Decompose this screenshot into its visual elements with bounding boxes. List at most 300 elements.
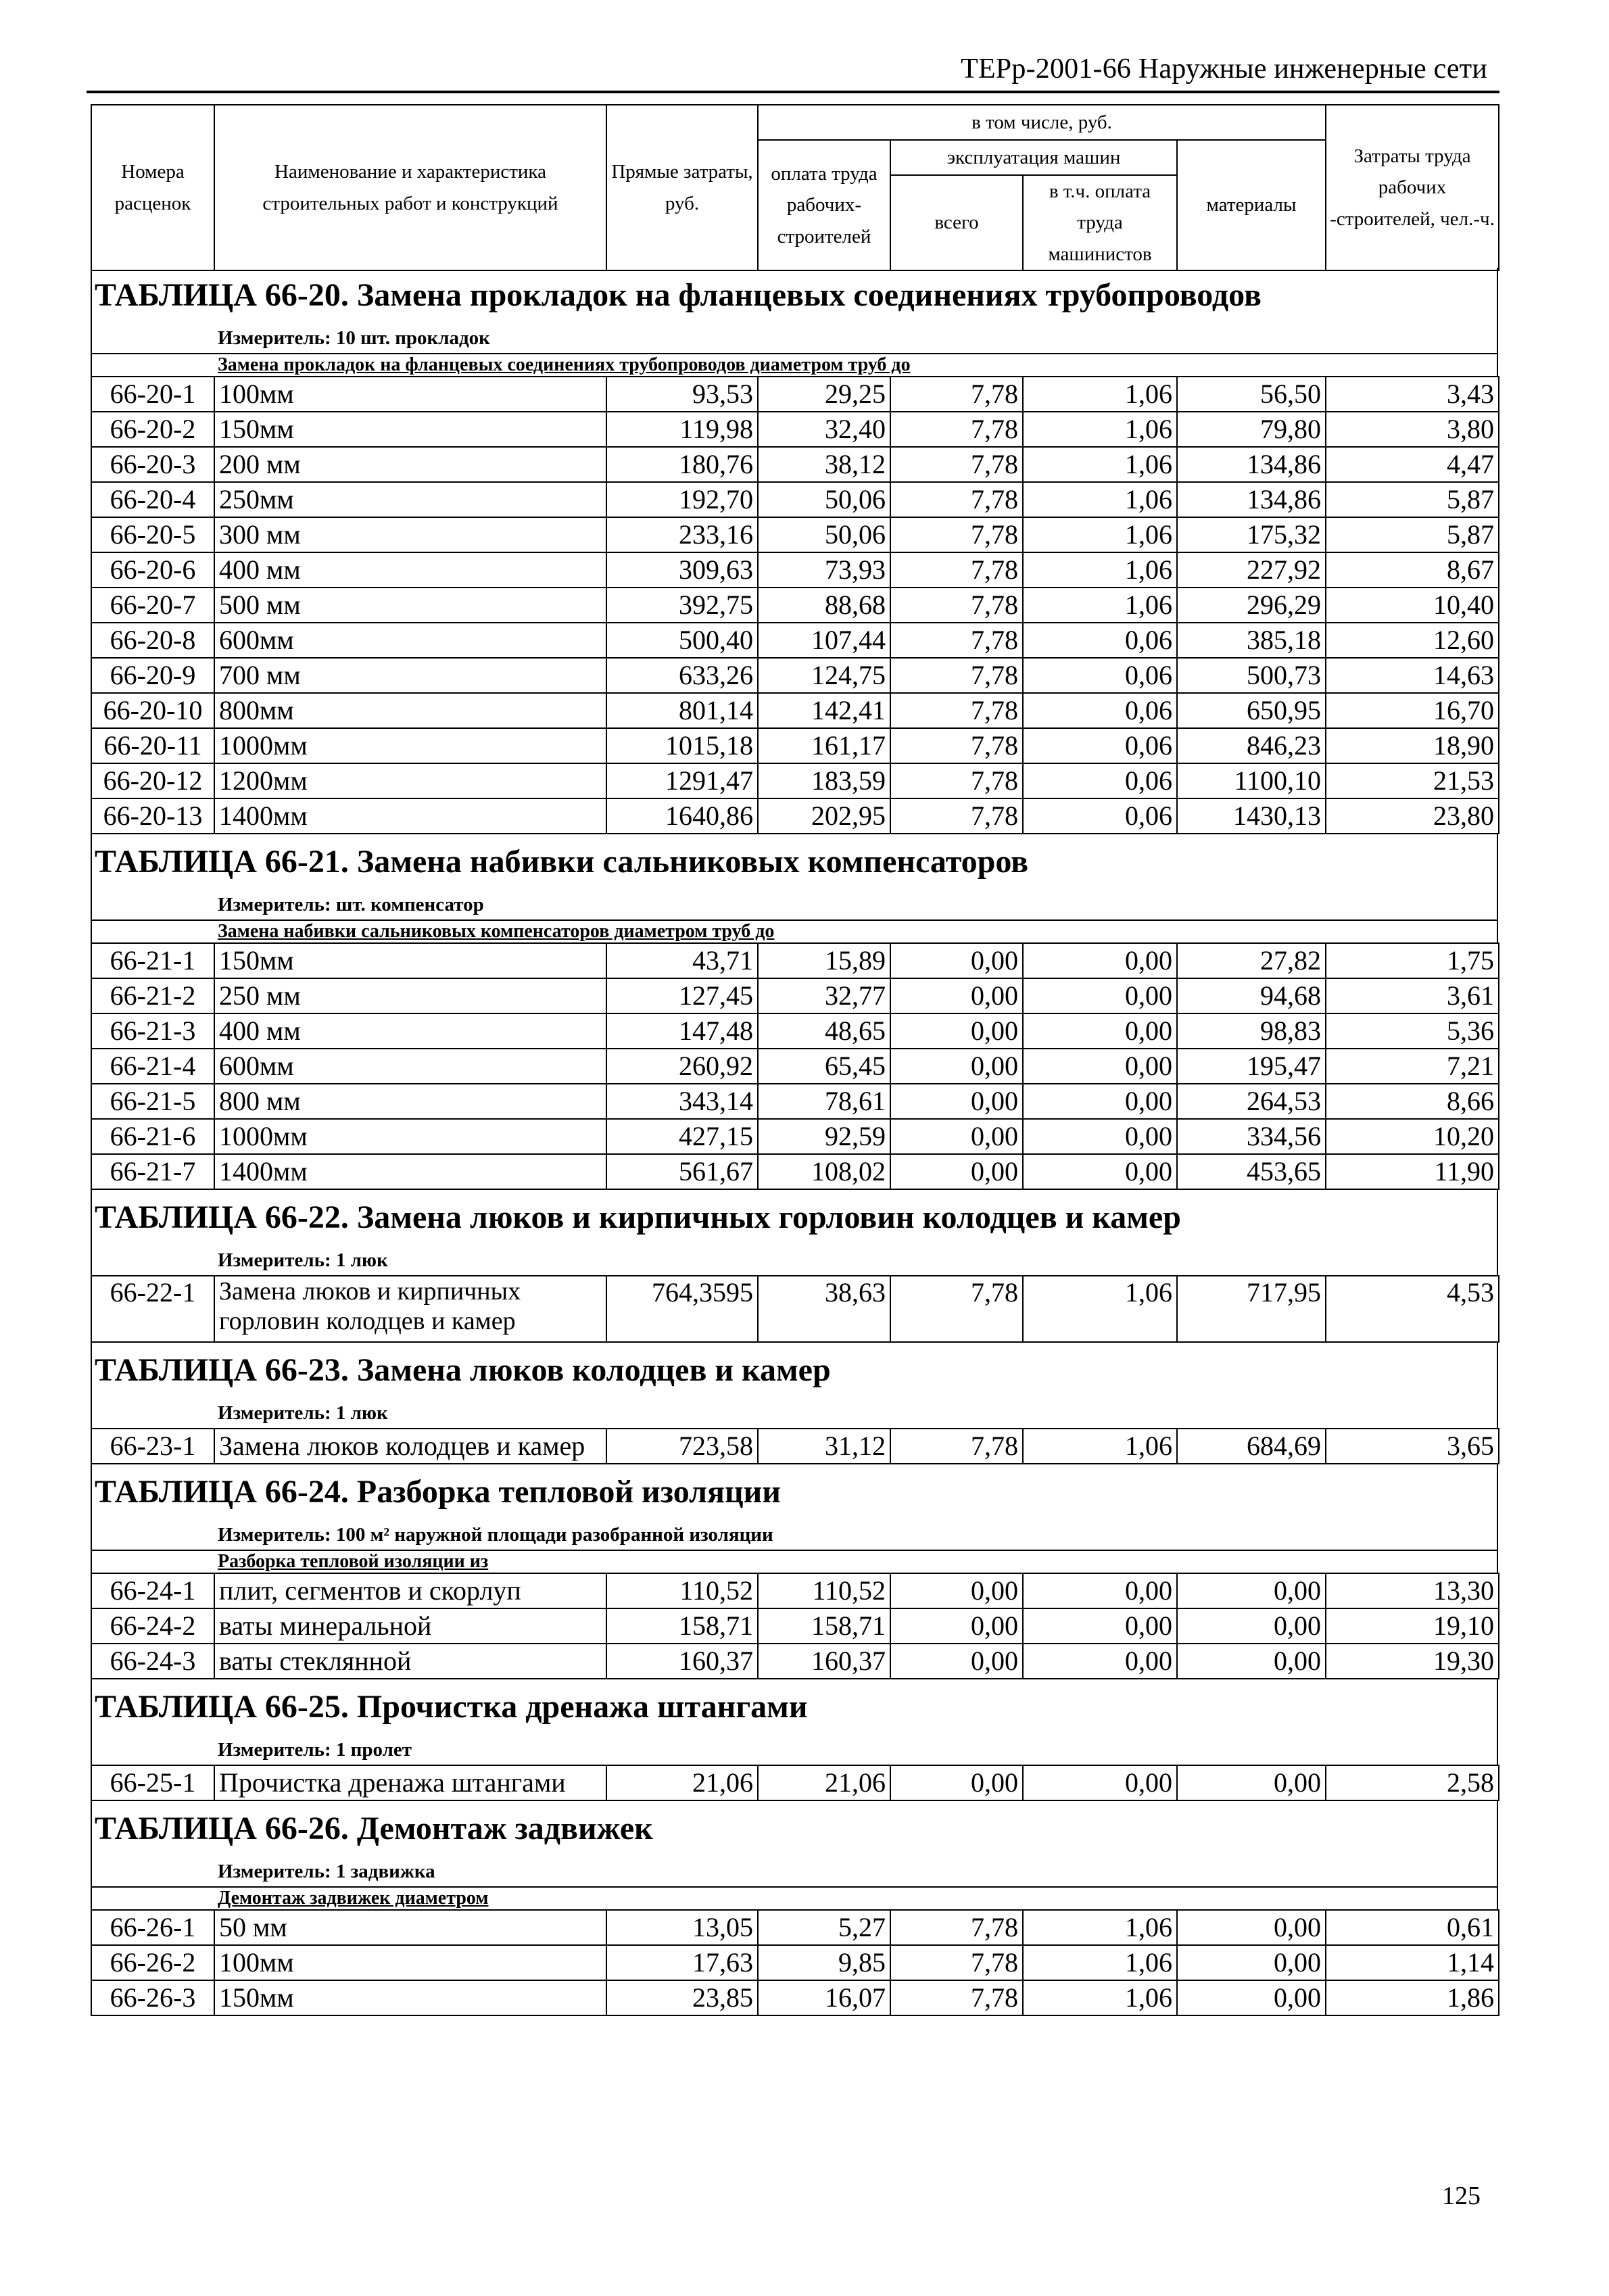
cell-name: 1400мм [214, 798, 606, 834]
cell-labor: 2,58 [1326, 1765, 1499, 1800]
section-title: ТАБЛИЦА 66-25. Прочистка дренажа штангами [91, 1679, 1498, 1735]
cell-materials: 650,95 [1177, 693, 1326, 728]
cell-materials: 264,53 [1177, 1084, 1326, 1119]
cell-materials: 0,00 [1177, 1945, 1326, 1980]
cell-direct: 43,71 [606, 943, 758, 978]
section-meter: Измеритель: 1 пролет [91, 1735, 1498, 1765]
cell-materials: 0,00 [1177, 1910, 1326, 1945]
cell-name: Замена люков колодцев и камер [214, 1429, 606, 1464]
cell-labor: 10,40 [1326, 588, 1499, 623]
table-row [91, 447, 1499, 482]
cell-operators: 0,00 [1023, 1608, 1177, 1644]
cell-machines: 7,78 [890, 588, 1023, 623]
cell-code: 66-26-3 [91, 1980, 214, 2015]
rates-content [91, 268, 1498, 2016]
cell-labor: 1,14 [1326, 1945, 1499, 1980]
cell-wage: 5,27 [758, 1910, 890, 1945]
cell-wage: 108,02 [758, 1154, 890, 1189]
cell-labor: 10,20 [1326, 1119, 1499, 1154]
table-row [91, 1084, 1499, 1119]
cell-direct: 723,58 [606, 1429, 758, 1464]
cell-name: 150мм [214, 943, 606, 978]
cell-machines: 7,78 [890, 798, 1023, 834]
cell-labor: 21,53 [1326, 763, 1499, 798]
cell-direct: 392,75 [606, 588, 758, 623]
rates-table [91, 1765, 1499, 1801]
cell-direct: 110,52 [606, 1573, 758, 1608]
header-incl: в том числе, руб. [758, 105, 1326, 140]
cell-materials: 27,82 [1177, 943, 1326, 978]
cell-operators: 1,06 [1023, 552, 1177, 588]
cell-code: 66-20-12 [91, 763, 214, 798]
cell-code: 66-26-2 [91, 1945, 214, 1980]
cell-labor: 23,80 [1326, 798, 1499, 834]
cell-operators: 1,06 [1023, 1980, 1177, 2015]
cell-materials: 0,00 [1177, 1980, 1326, 2015]
table-row [91, 658, 1499, 693]
table-row [91, 1013, 1499, 1049]
cell-machines: 7,78 [890, 517, 1023, 552]
cell-labor: 11,90 [1326, 1154, 1499, 1189]
cell-wage: 124,75 [758, 658, 890, 693]
cell-name: 200 мм [214, 447, 606, 482]
cell-operators: 1,06 [1023, 377, 1177, 412]
cell-wage: 110,52 [758, 1573, 890, 1608]
cell-code: 66-23-1 [91, 1429, 214, 1464]
cell-wage: 38,12 [758, 447, 890, 482]
section-meter: Измеритель: 1 люк [91, 1398, 1498, 1428]
section-subheading: Замена прокладок на фланцевых соединениях трубопроводов диаметром труб до [91, 353, 1498, 376]
cell-operators: 1,06 [1023, 517, 1177, 552]
cell-machines: 7,78 [890, 552, 1023, 588]
cell-code: 66-21-5 [91, 1084, 214, 1119]
cell-labor: 3,61 [1326, 978, 1499, 1013]
cell-wage: 202,95 [758, 798, 890, 834]
section-title: ТАБЛИЦА 66-24. Разборка тепловой изоляции [91, 1464, 1498, 1520]
section-title: ТАБЛИЦА 66-21. Замена набивки сальниковых компенсаторов [91, 834, 1498, 890]
cell-operators: 1,06 [1023, 588, 1177, 623]
header-direct: Прямые затраты, руб. [606, 105, 758, 270]
cell-materials: 334,56 [1177, 1119, 1326, 1154]
cell-wage: 160,37 [758, 1644, 890, 1679]
cell-name: 50 мм [214, 1910, 606, 1945]
cell-code: 66-20-6 [91, 552, 214, 588]
cell-direct: 180,76 [606, 447, 758, 482]
cell-wage: 78,61 [758, 1084, 890, 1119]
section-meter: Измеритель: 1 задвижка [91, 1857, 1498, 1886]
cell-wage: 32,77 [758, 978, 890, 1013]
table-row [91, 693, 1499, 728]
rates-table [91, 1275, 1499, 1343]
cell-code: 66-24-2 [91, 1608, 214, 1644]
section-meter: Измеритель: 1 люк [91, 1245, 1498, 1275]
cell-labor: 0,61 [1326, 1910, 1499, 1945]
section-title: ТАБЛИЦА 66-22. Замена люков и кирпичных горловин колодцев и камер [91, 1190, 1498, 1245]
table-row [91, 1276, 1499, 1342]
cell-operators: 1,06 [1023, 1910, 1177, 1945]
cell-machines: 0,00 [890, 1644, 1023, 1679]
cell-name: 800 мм [214, 1084, 606, 1119]
table-row [91, 517, 1499, 552]
table-row [91, 1154, 1499, 1189]
cell-code: 66-20-11 [91, 728, 214, 763]
cell-direct: 427,15 [606, 1119, 758, 1154]
cell-operators: 0,00 [1023, 1573, 1177, 1608]
cell-operators: 0,00 [1023, 1013, 1177, 1049]
table-row [91, 1573, 1499, 1608]
cell-direct: 233,16 [606, 517, 758, 552]
cell-labor: 19,30 [1326, 1644, 1499, 1679]
cell-operators: 1,06 [1023, 1276, 1177, 1342]
cell-labor: 5,36 [1326, 1013, 1499, 1049]
cell-operators: 0,00 [1023, 978, 1177, 1013]
cell-machines: 7,78 [890, 1910, 1023, 1945]
cell-direct: 500,40 [606, 623, 758, 658]
cell-name: ваты минеральной [214, 1608, 606, 1644]
cell-code: 66-20-1 [91, 377, 214, 412]
table-row [91, 588, 1499, 623]
cell-machines: 0,00 [890, 1119, 1023, 1154]
cell-wage: 31,12 [758, 1429, 890, 1464]
cell-materials: 684,69 [1177, 1429, 1326, 1464]
cell-direct: 13,05 [606, 1910, 758, 1945]
cell-machines: 0,00 [890, 978, 1023, 1013]
cell-materials: 296,29 [1177, 588, 1326, 623]
cell-code: 66-22-1 [91, 1276, 214, 1342]
cell-labor: 4,47 [1326, 447, 1499, 482]
section-meter: Измеритель: 10 шт. прокладок [91, 323, 1498, 353]
table-row [91, 1049, 1499, 1084]
cell-name: 600мм [214, 1049, 606, 1084]
page-number: 125 [1442, 2182, 1481, 2210]
cell-code: 66-20-3 [91, 447, 214, 482]
cell-name: плит, сегментов и скорлуп [214, 1573, 606, 1608]
cell-machines: 0,00 [890, 1084, 1023, 1119]
cell-labor: 16,70 [1326, 693, 1499, 728]
cell-machines: 7,78 [890, 1945, 1023, 1980]
cell-direct: 633,26 [606, 658, 758, 693]
cell-wage: 73,93 [758, 552, 890, 588]
cell-wage: 88,68 [758, 588, 890, 623]
cell-labor: 13,30 [1326, 1573, 1499, 1608]
cell-direct: 343,14 [606, 1084, 758, 1119]
cell-direct: 801,14 [606, 693, 758, 728]
table-row [91, 377, 1499, 412]
cell-machines: 0,00 [890, 1154, 1023, 1189]
cell-labor: 8,67 [1326, 552, 1499, 588]
cell-name: 100мм [214, 377, 606, 412]
cell-wage: 107,44 [758, 623, 890, 658]
cell-code: 66-20-2 [91, 412, 214, 447]
cell-operators: 0,00 [1023, 943, 1177, 978]
running-header: ТЕРр-2001-66 Наружные инженерные сети [961, 53, 1487, 85]
cell-code: 66-20-13 [91, 798, 214, 834]
cell-name: 500 мм [214, 588, 606, 623]
table-row [91, 1119, 1499, 1154]
cell-materials: 0,00 [1177, 1644, 1326, 1679]
cell-labor: 1,86 [1326, 1980, 1499, 2015]
cell-labor: 7,21 [1326, 1049, 1499, 1084]
cell-machines: 0,00 [890, 1049, 1023, 1084]
section-subheading: Замена набивки сальниковых компенсаторов диаметром труб до [91, 919, 1498, 942]
cell-name: 400 мм [214, 552, 606, 588]
cell-wage: 65,45 [758, 1049, 890, 1084]
table-row [91, 728, 1499, 763]
cell-wage: 21,06 [758, 1765, 890, 1800]
cell-operators: 0,06 [1023, 658, 1177, 693]
cell-name: Прочистка дренажа штангами [214, 1765, 606, 1800]
cell-direct: 17,63 [606, 1945, 758, 1980]
cell-name: 250мм [214, 482, 606, 517]
cell-machines: 7,78 [890, 447, 1023, 482]
cell-machines: 7,78 [890, 1276, 1023, 1342]
cell-code: 66-21-2 [91, 978, 214, 1013]
rates-table [91, 1573, 1499, 1679]
cell-code: 66-24-1 [91, 1573, 214, 1608]
cell-materials: 385,18 [1177, 623, 1326, 658]
cell-labor: 4,53 [1326, 1276, 1499, 1342]
cell-materials: 1100,10 [1177, 763, 1326, 798]
cell-direct: 1015,18 [606, 728, 758, 763]
cell-name: 1000мм [214, 1119, 606, 1154]
cell-name: 1200мм [214, 763, 606, 798]
cell-machines: 0,00 [890, 1608, 1023, 1644]
cell-name: 800мм [214, 693, 606, 728]
cell-name: 100мм [214, 1945, 606, 1980]
cell-wage: 158,71 [758, 1608, 890, 1644]
cell-machines: 7,78 [890, 658, 1023, 693]
cell-machines: 0,00 [890, 1013, 1023, 1049]
cell-labor: 8,66 [1326, 1084, 1499, 1119]
cell-direct: 127,45 [606, 978, 758, 1013]
cell-wage: 92,59 [758, 1119, 890, 1154]
cell-operators: 0,06 [1023, 693, 1177, 728]
cell-name: ваты стеклянной [214, 1644, 606, 1679]
cell-labor: 12,60 [1326, 623, 1499, 658]
table-row [91, 623, 1499, 658]
cell-operators: 0,06 [1023, 623, 1177, 658]
cell-wage: 183,59 [758, 763, 890, 798]
cell-code: 66-24-3 [91, 1644, 214, 1679]
cell-operators: 0,06 [1023, 763, 1177, 798]
cell-machines: 0,00 [890, 943, 1023, 978]
table-row [91, 798, 1499, 834]
cell-labor: 18,90 [1326, 728, 1499, 763]
cell-operators: 1,06 [1023, 1945, 1177, 1980]
cell-wage: 50,06 [758, 517, 890, 552]
cell-machines: 7,78 [890, 377, 1023, 412]
header-rule [87, 91, 1499, 93]
header-machines: эксплуатация машин [890, 140, 1177, 175]
cell-machines: 7,78 [890, 1980, 1023, 2015]
cell-labor: 14,63 [1326, 658, 1499, 693]
section-meter: Измеритель: шт. компенсатор [91, 890, 1498, 919]
cell-operators: 0,00 [1023, 1644, 1177, 1679]
section-subheading: Разборка тепловой изоляции из [91, 1550, 1498, 1573]
cell-operators: 1,06 [1023, 412, 1177, 447]
header-labor: Затраты труда рабочих -строителей, чел.-ч. [1326, 105, 1499, 270]
cell-operators: 0,00 [1023, 1765, 1177, 1800]
table-row [91, 1429, 1499, 1464]
table-row [91, 412, 1499, 447]
table-row [91, 552, 1499, 588]
table-row [91, 1608, 1499, 1644]
table-row [91, 1910, 1499, 1945]
cell-name: 700 мм [214, 658, 606, 693]
cell-operators: 0,00 [1023, 1119, 1177, 1154]
cell-direct: 260,92 [606, 1049, 758, 1084]
cell-wage: 16,07 [758, 1980, 890, 2015]
cell-machines: 0,00 [890, 1765, 1023, 1800]
cell-direct: 93,53 [606, 377, 758, 412]
cell-name: 300 мм [214, 517, 606, 552]
cell-materials: 134,86 [1177, 482, 1326, 517]
cell-labor: 1,75 [1326, 943, 1499, 978]
cell-wage: 38,63 [758, 1276, 890, 1342]
header-wage: оплата труда рабочих-строителей [758, 140, 890, 270]
cell-direct: 192,70 [606, 482, 758, 517]
cell-code: 66-21-4 [91, 1049, 214, 1084]
cell-materials: 717,95 [1177, 1276, 1326, 1342]
cell-materials: 79,80 [1177, 412, 1326, 447]
column-header-table [91, 104, 1499, 271]
cell-code: 66-20-8 [91, 623, 214, 658]
cell-direct: 158,71 [606, 1608, 758, 1644]
cell-machines: 7,78 [890, 763, 1023, 798]
cell-code: 66-20-4 [91, 482, 214, 517]
cell-code: 66-26-1 [91, 1910, 214, 1945]
section-title: ТАБЛИЦА 66-23. Замена люков колодцев и камер [91, 1343, 1498, 1398]
cell-labor: 5,87 [1326, 482, 1499, 517]
cell-operators: 1,06 [1023, 447, 1177, 482]
cell-materials: 0,00 [1177, 1765, 1326, 1800]
cell-operators: 0,06 [1023, 798, 1177, 834]
cell-operators: 0,06 [1023, 728, 1177, 763]
header-total: всего [890, 175, 1023, 270]
table-row [91, 1945, 1499, 1980]
header-code: Номера расценок [91, 105, 214, 270]
cell-materials: 195,47 [1177, 1049, 1326, 1084]
cell-code: 66-20-5 [91, 517, 214, 552]
cell-name: 150мм [214, 1980, 606, 2015]
header-operators: в т.ч. оплата труда машинистов [1023, 175, 1177, 270]
cell-code: 66-21-3 [91, 1013, 214, 1049]
cell-wage: 48,65 [758, 1013, 890, 1049]
cell-materials: 846,23 [1177, 728, 1326, 763]
cell-materials: 227,92 [1177, 552, 1326, 588]
cell-materials: 56,50 [1177, 377, 1326, 412]
cell-direct: 119,98 [606, 412, 758, 447]
cell-direct: 309,63 [606, 552, 758, 588]
cell-machines: 7,78 [890, 412, 1023, 447]
rates-table [91, 1909, 1499, 2016]
cell-materials: 1430,13 [1177, 798, 1326, 834]
cell-materials: 134,86 [1177, 447, 1326, 482]
cell-materials: 0,00 [1177, 1573, 1326, 1608]
cell-wage: 50,06 [758, 482, 890, 517]
cell-machines: 7,78 [890, 693, 1023, 728]
cell-materials: 453,65 [1177, 1154, 1326, 1189]
cell-code: 66-21-1 [91, 943, 214, 978]
table-row [91, 978, 1499, 1013]
cell-materials: 98,83 [1177, 1013, 1326, 1049]
rates-table [91, 1428, 1499, 1464]
cell-direct: 23,85 [606, 1980, 758, 2015]
cell-direct: 160,37 [606, 1644, 758, 1679]
cell-materials: 94,68 [1177, 978, 1326, 1013]
cell-direct: 1640,86 [606, 798, 758, 834]
cell-labor: 3,43 [1326, 377, 1499, 412]
cell-direct: 1291,47 [606, 763, 758, 798]
cell-name: 150мм [214, 412, 606, 447]
cell-operators: 0,00 [1023, 1154, 1177, 1189]
cell-operators: 0,00 [1023, 1049, 1177, 1084]
cell-machines: 7,78 [890, 623, 1023, 658]
cell-code: 66-20-10 [91, 693, 214, 728]
cell-wage: 161,17 [758, 728, 890, 763]
cell-machines: 7,78 [890, 482, 1023, 517]
cell-operators: 0,00 [1023, 1084, 1177, 1119]
cell-name: 1400мм [214, 1154, 606, 1189]
cell-code: 66-21-7 [91, 1154, 214, 1189]
cell-name: 600мм [214, 623, 606, 658]
cell-machines: 0,00 [890, 1573, 1023, 1608]
table-row [91, 943, 1499, 978]
cell-wage: 15,89 [758, 943, 890, 978]
cell-code: 66-25-1 [91, 1765, 214, 1800]
cell-direct: 764,3595 [606, 1276, 758, 1342]
table-row [91, 763, 1499, 798]
cell-name: 1000мм [214, 728, 606, 763]
table-row [91, 1980, 1499, 2015]
cell-materials: 500,73 [1177, 658, 1326, 693]
table-row [91, 1644, 1499, 1679]
cell-name: 250 мм [214, 978, 606, 1013]
cell-direct: 561,67 [606, 1154, 758, 1189]
cell-wage: 9,85 [758, 1945, 890, 1980]
section-title: ТАБЛИЦА 66-26. Демонтаж задвижек [91, 1801, 1498, 1857]
table-row [91, 482, 1499, 517]
cell-name: 400 мм [214, 1013, 606, 1049]
cell-wage: 142,41 [758, 693, 890, 728]
section-title: ТАБЛИЦА 66-20. Замена прокладок на фланцевых соединениях трубопроводов [91, 268, 1498, 323]
rates-table [91, 376, 1499, 834]
cell-operators: 1,06 [1023, 1429, 1177, 1464]
cell-wage: 32,40 [758, 412, 890, 447]
cell-name: Замена люков и кирпичных горловин колодцев и камер [214, 1276, 606, 1342]
header-name: Наименование и характеристика строительных работ и конструкций [214, 105, 606, 270]
cell-code: 66-20-7 [91, 588, 214, 623]
header-materials: материалы [1177, 140, 1326, 270]
cell-wage: 29,25 [758, 377, 890, 412]
cell-code: 66-21-6 [91, 1119, 214, 1154]
cell-machines: 7,78 [890, 1429, 1023, 1464]
cell-labor: 3,65 [1326, 1429, 1499, 1464]
cell-materials: 0,00 [1177, 1608, 1326, 1644]
cell-labor: 5,87 [1326, 517, 1499, 552]
cell-labor: 19,10 [1326, 1608, 1499, 1644]
cell-labor: 3,80 [1326, 412, 1499, 447]
cell-operators: 1,06 [1023, 482, 1177, 517]
cell-direct: 21,06 [606, 1765, 758, 1800]
table-row [91, 1765, 1499, 1800]
section-subheading: Демонтаж задвижек диаметром [91, 1886, 1498, 1909]
section-meter: Измеритель: 100 м² наружной площади разобранной изоляции [91, 1520, 1498, 1550]
cell-code: 66-20-9 [91, 658, 214, 693]
cell-machines: 7,78 [890, 728, 1023, 763]
rates-table [91, 942, 1499, 1190]
cell-materials: 175,32 [1177, 517, 1326, 552]
